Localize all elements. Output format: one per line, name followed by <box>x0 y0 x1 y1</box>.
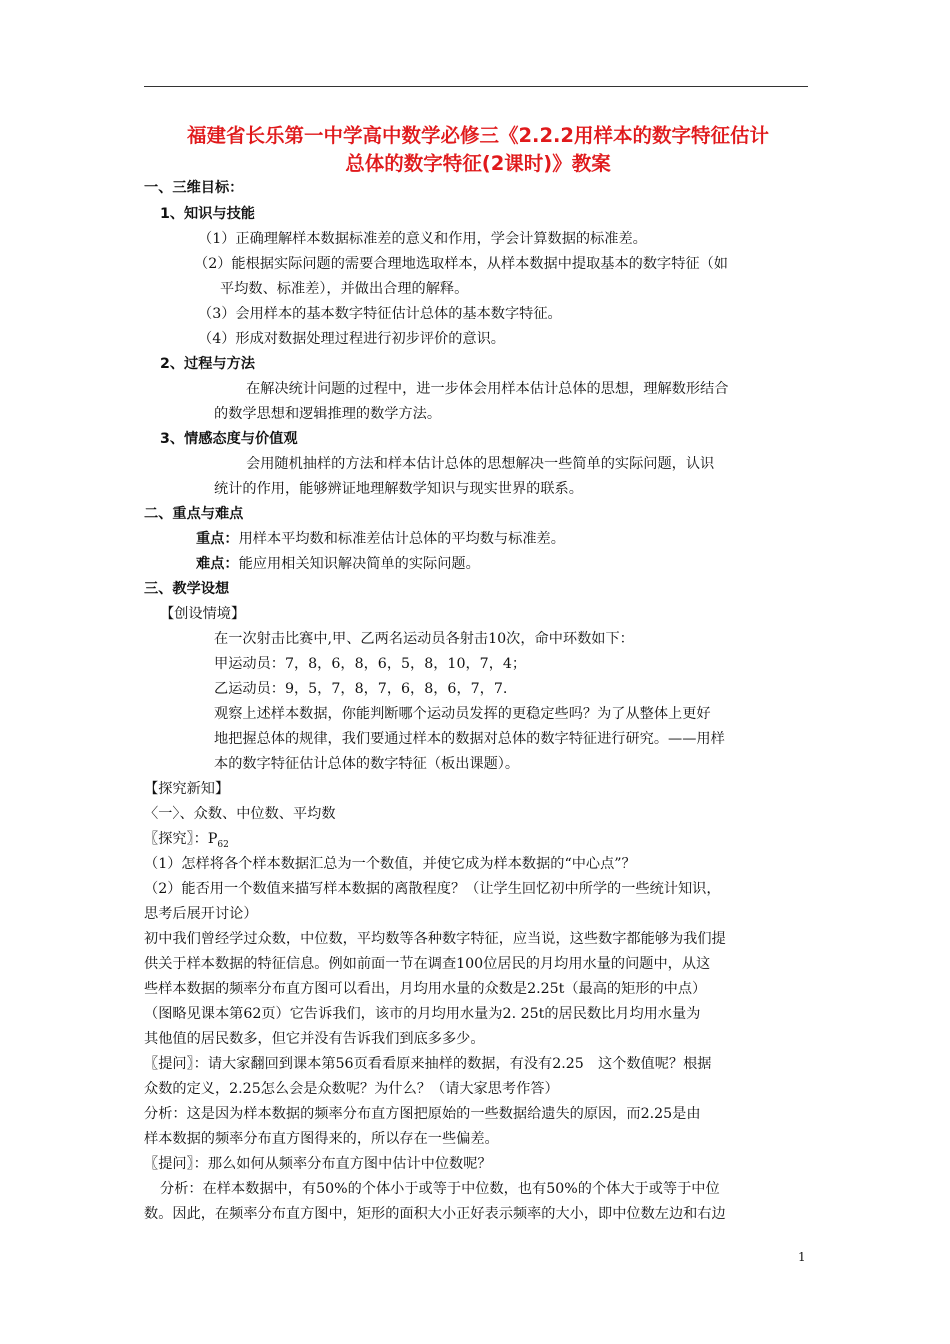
key-text: 用样本平均数和标准差估计总体的平均数与标准差。 <box>238 531 565 547</box>
paragraph-line: 在解决统计问题的过程中，进一步体会用样本估计总体的思想，理解数形结合 <box>246 381 729 397</box>
question-prompt-line: 〖提问〗：请大家翻回到课本第56页看看原来抽样的数据，有没有2.25 这个数值呢？根据 <box>144 1056 712 1072</box>
paragraph-line: 统计的作用，能够辨证地理解数学知识与现实世界的联系。 <box>214 481 583 497</box>
paragraph-line: （1）正确理解样本数据标准差的意义和作用，学会计算数据的标准差。 <box>198 231 647 247</box>
question-prompt-line: 〖提问〗：那么如何从频率分布直方图中估计中位数呢？ <box>144 1156 492 1172</box>
paragraph-line: （3）会用样本的基本数字特征估计总体的基本数字特征。 <box>198 306 562 322</box>
subheading-attitudes-values: 3、情感态度与价值观 <box>160 431 298 447</box>
difficulty-label: 难点： <box>196 556 239 572</box>
paragraph-line: 地把握总体的规律，我们要通过样本的数据对总体的数字特征进行研究。——用样 <box>214 731 725 747</box>
page-ref-subscript: 62 <box>217 839 229 850</box>
section-heading-key-points: 二、重点与难点 <box>144 506 244 522</box>
subsection-heading: 〈一〉、众数、中位数、平均数 <box>144 806 336 822</box>
difficulty-text: 能应用相关知识解决简单的实际问题。 <box>238 556 480 572</box>
question-line: （1）怎样将各个样本数据汇总为一个数值，并使它成为样本数据的“中心点”？ <box>144 856 636 872</box>
paragraph-line: 乙运动员：9，5，7，8，7，6，8，6，7，7. <box>214 681 508 697</box>
paragraph-line: 在一次射击比赛中,甲、乙两名运动员各射击10次，命中环数如下： <box>214 631 634 647</box>
analysis-line: 样本数据的频率分布直方图得来的，所以存在一些偏差。 <box>144 1131 499 1147</box>
analysis-line: 分析：在样本数据中，有50%的个体小于或等于中位数，也有50%的个体大于或等于中位 <box>160 1181 720 1197</box>
question-line: 思考后展开讨论） <box>144 906 258 922</box>
bracket-heading-scene: 【创设情境】 <box>160 606 246 622</box>
paragraph-line: 其他值的居民数多，但它并没有告诉我们到底多多少。 <box>144 1031 485 1047</box>
subheading-process-methods: 2、过程与方法 <box>160 356 255 372</box>
explore-reference <box>144 829 229 855</box>
title-line-1: 福建省长乐第一中学高中数学必修三《2.2.2用样本的数字特征估计 <box>186 124 770 147</box>
paragraph-line: （图略见课本第62页）它告诉我们，该市的月均用水量为2. 25t的居民数比月均用水量为 <box>144 1006 701 1022</box>
title-line-2: 总体的数字特征(2课时)》教案 <box>345 152 611 175</box>
page-number: 1 <box>798 1250 806 1264</box>
section-heading-teaching-plan: 三、教学设想 <box>144 581 230 597</box>
paragraph-line: 些样本数据的频率分布直方图可以看出，月均用水量的众数是2.25t（最高的矩形的中点） <box>144 981 707 997</box>
analysis-line: 数。因此，在频率分布直方图中，矩形的面积大小正好表示频率的大小，即中位数左边和右边 <box>144 1206 726 1222</box>
subheading-knowledge-skills: 1、知识与技能 <box>160 206 255 222</box>
paragraph-line: 的数学思想和逻辑推理的数学方法。 <box>214 406 442 422</box>
section-heading-objectives: 一、三维目标： <box>144 180 244 196</box>
question-prompt-line: 众数的定义，2.25怎么会是众数呢？为什么？（请大家思考作答） <box>144 1081 559 1097</box>
paragraph-line: 平均数、标准差），并做出合理的解释。 <box>220 281 469 297</box>
paragraph-line: 供关于样本数据的特征信息。例如前面一节在调查100位居民的月均用水量的问题中，从这 <box>144 956 711 972</box>
document-title <box>140 122 816 178</box>
paragraph-line: （2）能根据实际问题的需要合理地选取样本，从样本数据中提取基本的数字特征（如 <box>194 256 728 272</box>
paragraph-line: 观察上述样本数据，你能判断哪个运动员发挥的更稳定些吗？为了从整体上更好 <box>214 706 711 722</box>
paragraph-line: 甲运动员：7，8，6，8，6，5，8，10，7，4； <box>214 656 527 672</box>
paragraph-line: （4）形成对数据处理过程进行初步评价的意识。 <box>198 331 505 347</box>
key-label: 重点： <box>196 531 239 547</box>
bracket-heading-explore: 【探究新知】 <box>144 781 230 797</box>
question-line: （2）能否用一个数值来描写样本数据的离散程度？（让学生回忆初中所学的一些统计知识， <box>144 881 721 897</box>
explore-label: 〖探究〗：P <box>144 831 218 847</box>
paragraph-line: 会用随机抽样的方法和样本估计总体的思想解决一些简单的实际问题，认识 <box>246 456 715 472</box>
key-point-line <box>196 529 565 549</box>
difficulty-line <box>196 554 480 574</box>
paragraph-line: 初中我们曾经学过众数，中位数，平均数等各种数字特征，应当说，这些数字都能够为我们提 <box>144 931 726 947</box>
analysis-line: 分析：这是因为样本数据的频率分布直方图把原始的一些数据给遗失的原因，而2.25是由 <box>144 1106 701 1122</box>
header-rule <box>144 86 808 87</box>
paragraph-line: 本的数字特征估计总体的数字特征（板出课题）。 <box>214 756 520 772</box>
